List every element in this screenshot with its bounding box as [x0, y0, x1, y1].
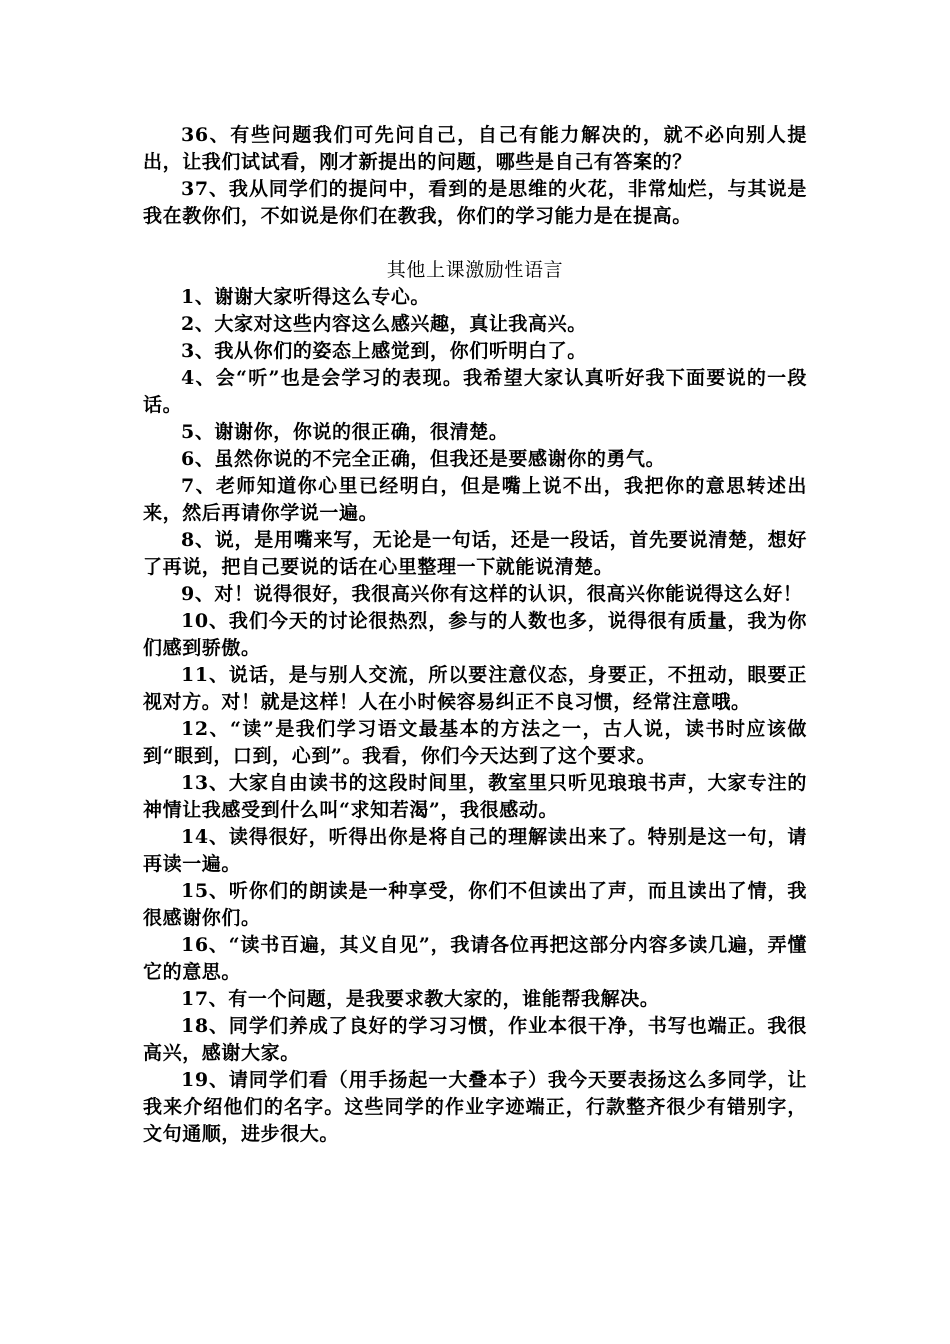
list-item-12: 12、“读”是我们学习语文最基本的方法之一，古人说，读书时应该做到“眼到，口到，心到”。我看，你们今天达到了这个要求。	[143, 718, 807, 767]
list-item-16: 16、“读书百遍，其义自见”，我请各位再把这部分内容多读几遍，弄懂它的意思。	[143, 934, 807, 983]
list-item-1: 1、谢谢大家听得这么专心。	[181, 286, 431, 308]
list-item-9: 9、对！说得很好，我很高兴你有这样的认识，很高兴你能说得这么好！	[181, 583, 803, 605]
list-item-2: 2、大家对这些内容这么感兴趣，真让我高兴。	[181, 313, 587, 335]
list-item-6: 6、虽然你说的不完全正确，但我还是要感谢你的勇气。	[181, 448, 666, 470]
list-item-8: 8、说，是用嘴来写，无论是一句话，还是一段话，首先要说清楚，想好了再说，把自己要说的话在心里整理一下就能说清楚。	[143, 529, 807, 578]
list-item-10: 10、我们今天的讨论很热烈，参与的人数也多，说得很有质量，我为你们感到骄傲。	[143, 610, 807, 659]
list-item-14: 14、读得很好，听得出你是将自己的理解读出来了。特别是这一句，请再读一遍。	[143, 826, 807, 875]
paragraph-37: 37、我从同学们的提问中，看到的是思维的火花，非常灿烂，与其说是我在教你们，不如说是你们在教我，你们的学习能力是在提高。	[143, 178, 807, 227]
list-item-7: 7、老师知道你心里已经明白，但是嘴上说不出，我把你的意思转述出来，然后再请你学说一遍。	[143, 475, 807, 524]
list-item-11: 11、说话，是与别人交流，所以要注意仪态，身要正，不扭动，眼要正视对方。对！就是这样！人在小时候容易纠正不良习惯，经常注意哦。	[143, 664, 807, 713]
list-item-5: 5、谢谢你，你说的很正确，很清楚。	[181, 421, 509, 443]
list-item-15: 15、听你们的朗读是一种享受，你们不但读出了声，而且读出了情，我很感谢你们。	[143, 880, 807, 929]
paragraph-36: 36、有些问题我们可先问自己，自己有能力解决的，就不必向别人提出，让我们试试看，刚才新提出的问题，哪些是自己有答案的？	[143, 124, 807, 173]
document-body	[143, 122, 807, 1148]
section-title: 其他上课激励性语言	[386, 259, 564, 281]
list-item-18: 18、同学们养成了良好的学习习惯，作业本很干净，书写也端正。我很高兴，感谢大家。	[143, 1015, 807, 1064]
list-item-17: 17、有一个问题，是我要求教大家的，谁能帮我解决。	[181, 988, 660, 1010]
list-item-4: 4、会“听”也是会学习的表现。我希望大家认真听好我下面要说的一段话。	[143, 367, 807, 416]
list-item-13: 13、大家自由读书的这段时间里，教室里只听见琅琅书声，大家专注的神情让我感受到什么叫“求知若渴”，我很感动。	[143, 772, 807, 821]
list-item-3: 3、我从你们的姿态上感觉到，你们听明白了。	[181, 340, 587, 362]
list-item-19: 19、请同学们看（用手扬起一大叠本子）我今天要表扬这么多同学，让我来介绍他们的名字。这些同学的作业字迹端正，行款整齐很少有错别字，文句通顺，进步很大。	[143, 1069, 807, 1145]
